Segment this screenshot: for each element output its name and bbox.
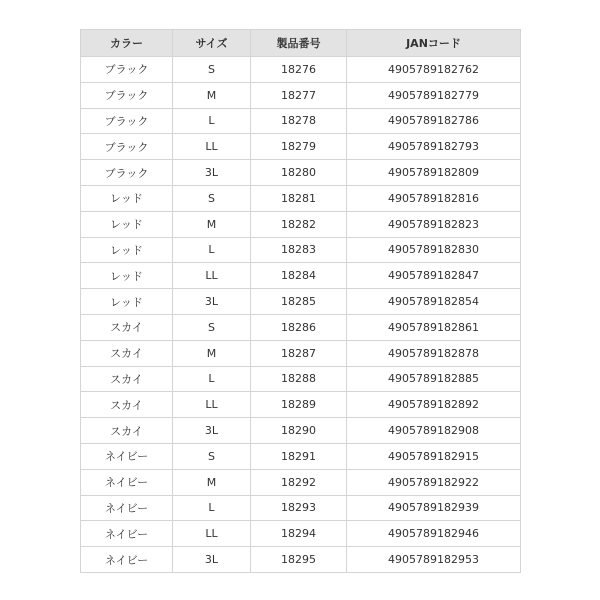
cell-product-number: 18294 xyxy=(251,521,347,547)
product-table xyxy=(80,29,521,573)
header-size: サイズ xyxy=(173,30,251,57)
table-row xyxy=(81,314,521,340)
cell-size: S xyxy=(173,314,251,340)
table-header xyxy=(81,30,521,57)
cell-product-number: 18279 xyxy=(251,134,347,160)
table-row xyxy=(81,392,521,418)
table-row xyxy=(81,547,521,573)
cell-size: LL xyxy=(173,263,251,289)
table-row xyxy=(81,82,521,108)
cell-color: レッド xyxy=(81,289,173,315)
cell-size: S xyxy=(173,185,251,211)
cell-product-number: 18289 xyxy=(251,392,347,418)
cell-size: S xyxy=(173,443,251,469)
cell-product-number: 18281 xyxy=(251,185,347,211)
cell-color: ネイビー xyxy=(81,469,173,495)
cell-jan-code: 4905789182793 xyxy=(347,134,521,160)
cell-color: ネイビー xyxy=(81,521,173,547)
cell-jan-code: 4905789182823 xyxy=(347,211,521,237)
table-row xyxy=(81,366,521,392)
cell-color: スカイ xyxy=(81,366,173,392)
cell-color: ネイビー xyxy=(81,443,173,469)
cell-jan-code: 4905789182878 xyxy=(347,340,521,366)
cell-product-number: 18295 xyxy=(251,547,347,573)
cell-product-number: 18286 xyxy=(251,314,347,340)
cell-size: LL xyxy=(173,392,251,418)
cell-size: L xyxy=(173,366,251,392)
cell-jan-code: 4905789182908 xyxy=(347,418,521,444)
table-row xyxy=(81,263,521,289)
cell-jan-code: 4905789182939 xyxy=(347,495,521,521)
table-row xyxy=(81,443,521,469)
cell-jan-code: 4905789182809 xyxy=(347,160,521,186)
cell-color: ブラック xyxy=(81,134,173,160)
cell-size: M xyxy=(173,82,251,108)
cell-product-number: 18290 xyxy=(251,418,347,444)
cell-product-number: 18285 xyxy=(251,289,347,315)
cell-size: M xyxy=(173,211,251,237)
cell-product-number: 18278 xyxy=(251,108,347,134)
cell-size: 3L xyxy=(173,289,251,315)
cell-size: L xyxy=(173,108,251,134)
cell-product-number: 18291 xyxy=(251,443,347,469)
cell-jan-code: 4905789182946 xyxy=(347,521,521,547)
cell-size: LL xyxy=(173,521,251,547)
cell-jan-code: 4905789182892 xyxy=(347,392,521,418)
cell-color: ブラック xyxy=(81,160,173,186)
cell-color: スカイ xyxy=(81,340,173,366)
cell-size: L xyxy=(173,237,251,263)
cell-size: M xyxy=(173,469,251,495)
cell-color: ブラック xyxy=(81,57,173,83)
cell-jan-code: 4905789182885 xyxy=(347,366,521,392)
cell-product-number: 18276 xyxy=(251,57,347,83)
cell-product-number: 18277 xyxy=(251,82,347,108)
cell-jan-code: 4905789182861 xyxy=(347,314,521,340)
table-row xyxy=(81,237,521,263)
cell-color: ブラック xyxy=(81,82,173,108)
cell-size: S xyxy=(173,57,251,83)
cell-jan-code: 4905789182816 xyxy=(347,185,521,211)
table-row xyxy=(81,340,521,366)
cell-color: スカイ xyxy=(81,418,173,444)
cell-product-number: 18293 xyxy=(251,495,347,521)
table-body xyxy=(81,57,521,573)
table-row xyxy=(81,57,521,83)
header-jan-code: JANコード xyxy=(347,30,521,57)
cell-color: ネイビー xyxy=(81,495,173,521)
table-row xyxy=(81,469,521,495)
cell-jan-code: 4905789182762 xyxy=(347,57,521,83)
cell-color: スカイ xyxy=(81,392,173,418)
cell-color: レッド xyxy=(81,211,173,237)
cell-color: ネイビー xyxy=(81,547,173,573)
table-row xyxy=(81,211,521,237)
cell-jan-code: 4905789182922 xyxy=(347,469,521,495)
table-row xyxy=(81,495,521,521)
cell-jan-code: 4905789182847 xyxy=(347,263,521,289)
table-header-row xyxy=(81,30,521,57)
table-row xyxy=(81,289,521,315)
cell-size: M xyxy=(173,340,251,366)
cell-color: レッド xyxy=(81,263,173,289)
cell-jan-code: 4905789182953 xyxy=(347,547,521,573)
cell-product-number: 18292 xyxy=(251,469,347,495)
cell-color: レッド xyxy=(81,185,173,211)
cell-jan-code: 4905789182830 xyxy=(347,237,521,263)
header-product-number: 製品番号 xyxy=(251,30,347,57)
header-color: カラー xyxy=(81,30,173,57)
cell-size: LL xyxy=(173,134,251,160)
table-row xyxy=(81,160,521,186)
cell-product-number: 18287 xyxy=(251,340,347,366)
cell-color: ブラック xyxy=(81,108,173,134)
cell-product-number: 18288 xyxy=(251,366,347,392)
cell-color: レッド xyxy=(81,237,173,263)
table-row xyxy=(81,108,521,134)
table-row xyxy=(81,134,521,160)
product-table-container xyxy=(80,29,520,573)
cell-size: 3L xyxy=(173,547,251,573)
table-row xyxy=(81,185,521,211)
cell-color: スカイ xyxy=(81,314,173,340)
cell-product-number: 18282 xyxy=(251,211,347,237)
cell-product-number: 18284 xyxy=(251,263,347,289)
cell-jan-code: 4905789182779 xyxy=(347,82,521,108)
cell-size: 3L xyxy=(173,160,251,186)
table-row xyxy=(81,521,521,547)
cell-size: L xyxy=(173,495,251,521)
cell-jan-code: 4905789182854 xyxy=(347,289,521,315)
cell-product-number: 18283 xyxy=(251,237,347,263)
cell-size: 3L xyxy=(173,418,251,444)
table-row xyxy=(81,418,521,444)
cell-jan-code: 4905789182786 xyxy=(347,108,521,134)
cell-jan-code: 4905789182915 xyxy=(347,443,521,469)
cell-product-number: 18280 xyxy=(251,160,347,186)
